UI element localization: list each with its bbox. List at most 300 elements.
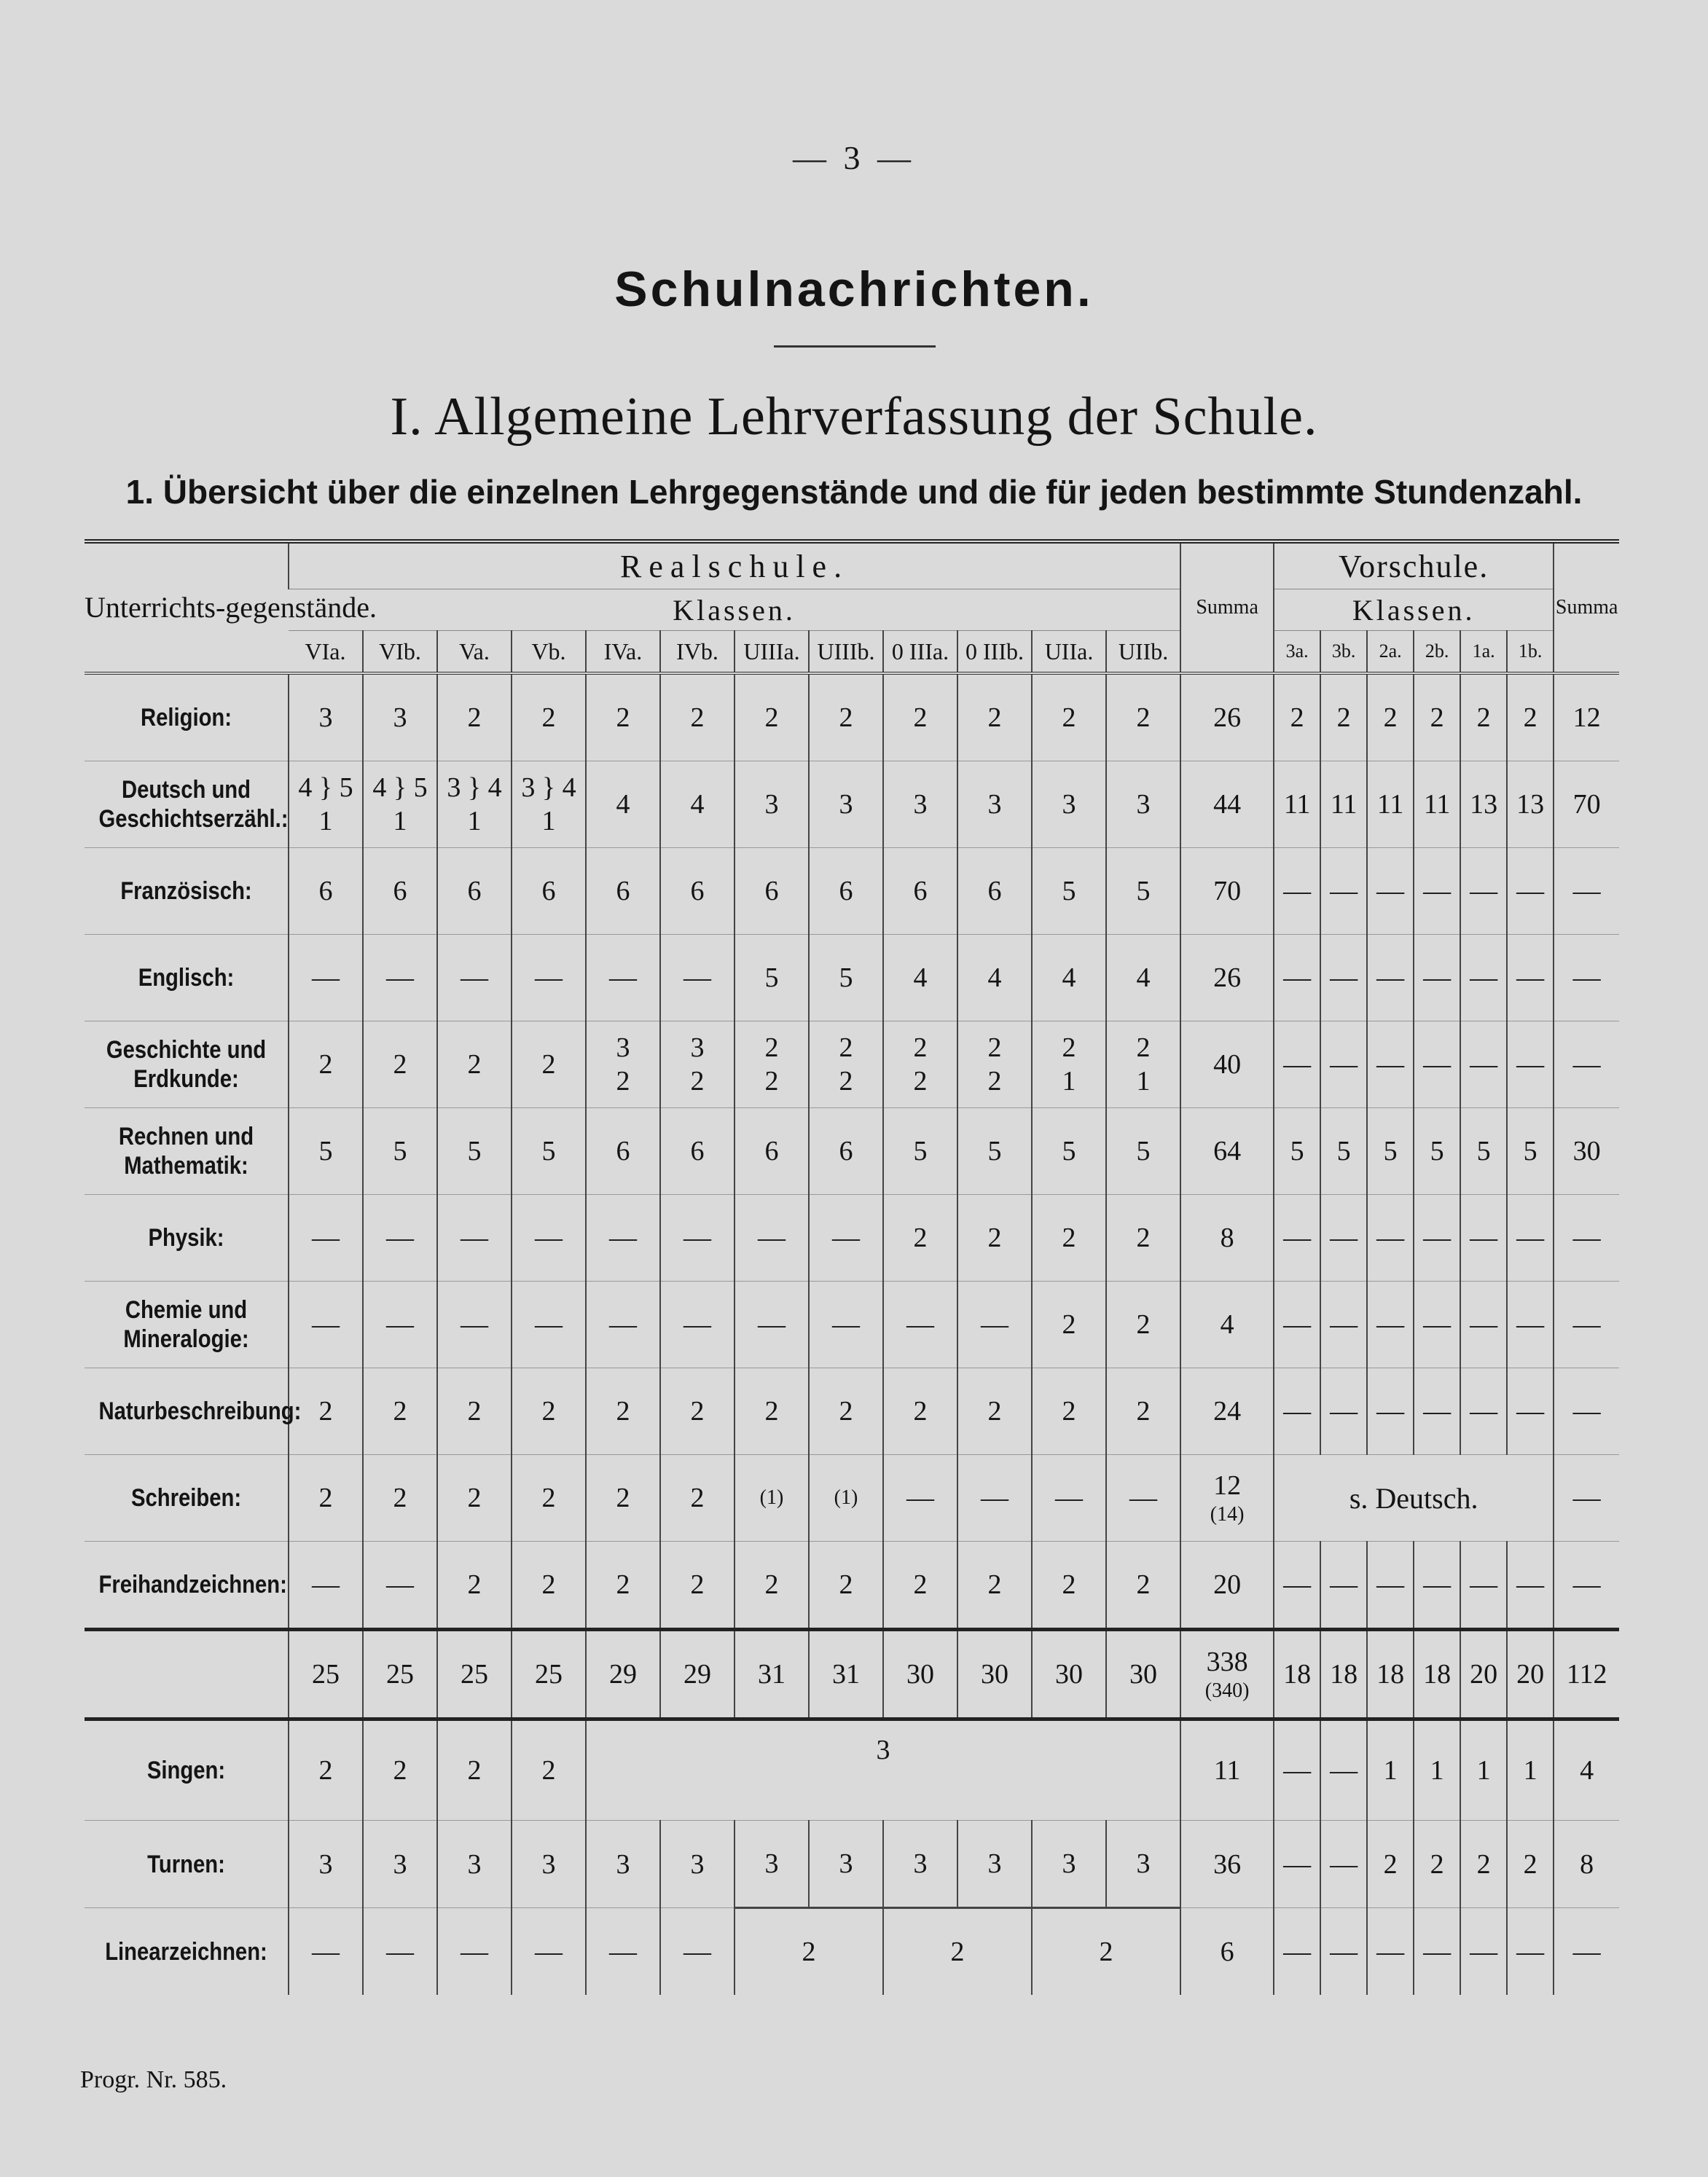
vor-hours-cell: — — [1274, 1368, 1320, 1455]
hours-cell — [512, 673, 586, 761]
hours-value: 5 — [393, 1136, 407, 1166]
hours-value: 2 — [764, 1569, 779, 1600]
hours-cell: — — [586, 1908, 660, 1996]
table-row — [85, 1821, 1619, 1908]
total-cell: 30 — [883, 1630, 957, 1719]
vor-hours-cell: — — [1274, 1542, 1320, 1630]
hours-value: 2 — [839, 1396, 853, 1427]
vor-summa-cell: — — [1554, 1908, 1619, 1996]
subject-label-text: Naturbeschreibung: — [98, 1397, 302, 1425]
vor-hours-cell: — — [1414, 1282, 1460, 1368]
hours-cell — [512, 1108, 586, 1195]
hours-merged-cell: 3 — [586, 1719, 1180, 1821]
hours-cell — [957, 1542, 1032, 1630]
hours-value: 2 — [616, 702, 630, 733]
vor-summa-cell: — — [1554, 1195, 1619, 1282]
hours-cell: 3 — [289, 1821, 363, 1908]
total-summa-subvalue: (340) — [1204, 1679, 1250, 1702]
hours-value: 2 — [393, 1396, 407, 1427]
hours-cell — [1032, 673, 1106, 761]
hours-value: 3 — [987, 789, 1002, 820]
hours-cell — [437, 1021, 512, 1108]
hours-value: 4 — [1136, 962, 1151, 993]
subject-label-text: Schreiben: — [130, 1484, 242, 1512]
title-divider — [774, 345, 936, 348]
subject-label-text: Chemie und Mineralogie: — [123, 1296, 249, 1353]
hours-value: 2 — [764, 702, 779, 733]
hours-value: — — [683, 962, 711, 993]
vor-class-header: 2a. — [1367, 631, 1414, 674]
hours-cell — [957, 1195, 1032, 1282]
vor-hours-cell: — — [1320, 1821, 1367, 1908]
hours-cell: 3 — [883, 1821, 957, 1908]
table-row — [85, 1542, 1619, 1630]
vor-hours-cell: — — [1414, 848, 1460, 935]
hours-cell — [363, 935, 437, 1021]
hours-cell — [289, 1195, 363, 1282]
vor-hours-cell: — — [1460, 1021, 1507, 1108]
hours-cell — [363, 1542, 437, 1630]
vor-hours-cell: — — [1507, 1908, 1554, 1996]
real-class-header: Vb. — [512, 631, 586, 674]
hours-cell — [437, 1195, 512, 1282]
hours-value: 2 — [987, 1396, 1002, 1427]
hours-value: — — [981, 1309, 1008, 1340]
hours-value: 5 — [1062, 876, 1076, 906]
subject-label — [85, 1908, 289, 1996]
hours-cell — [363, 1195, 437, 1282]
hours-cell — [1032, 1021, 1106, 1108]
hours-cell — [586, 761, 660, 848]
hours-cell — [1032, 1455, 1106, 1542]
real-class-header: IVa. — [586, 631, 660, 674]
subject-label — [85, 1368, 302, 1455]
vor-hours-cell: 1 — [1507, 1719, 1554, 1821]
hours-cell: — — [512, 1908, 586, 1996]
subject-label-text: Freihandzeichnen: — [98, 1571, 287, 1599]
total-cell: 31 — [809, 1630, 883, 1719]
vor-hours-cell: — — [1460, 848, 1507, 935]
hours-value: 2 — [1062, 1569, 1076, 1600]
hours-value: 2 — [913, 702, 928, 733]
summa-cell — [1180, 1021, 1274, 1108]
hours-value: 2 — [987, 1223, 1002, 1253]
summa-value: 64 — [1213, 1136, 1242, 1166]
realschule-klassen-label: Klassen. — [289, 589, 1180, 631]
hours-cell — [734, 848, 809, 935]
vor-hours-cell: — — [1320, 1195, 1367, 1282]
hours-cell — [957, 1021, 1032, 1108]
hours-cell — [289, 673, 363, 761]
hours-value: 2 — [616, 1483, 630, 1513]
total-cell: 31 — [734, 1630, 809, 1719]
hours-value: — — [461, 962, 488, 993]
hours-value: 2 — [913, 1223, 928, 1253]
table-row — [85, 1455, 1619, 1542]
hours-value: — — [609, 1309, 637, 1340]
hours-cell — [809, 1368, 883, 1455]
vor-hours-cell: 5 — [1460, 1108, 1507, 1195]
total-cell: 30 — [1032, 1630, 1106, 1719]
hours-subvalue: 1 — [393, 806, 407, 836]
summa-cell — [1180, 848, 1274, 935]
summa-value: 12 — [1213, 1470, 1242, 1501]
vor-class-header: 2b. — [1414, 631, 1460, 674]
hours-cell — [586, 1021, 660, 1108]
hours-cell: 3 — [1106, 1821, 1180, 1908]
hours-cell — [363, 761, 437, 848]
hours-subvalue: 1 — [1136, 1066, 1151, 1097]
hours-value: (1) — [834, 1486, 858, 1509]
hours-value: 2 — [541, 1049, 556, 1080]
summa-value: 26 — [1213, 702, 1242, 733]
hours-value: 2 — [1062, 1396, 1076, 1427]
vor-hours-cell: — — [1274, 1908, 1320, 1996]
total-summa-value: 338 — [1206, 1647, 1248, 1677]
hours-cell — [437, 1455, 512, 1542]
summa-value: 44 — [1213, 789, 1242, 820]
real-class-header: VIa. — [305, 638, 346, 664]
subject-label-text: Linearzeichnen: — [105, 1937, 267, 1966]
hours-value: 2 — [467, 702, 482, 733]
hours-value: 2 — [393, 1049, 407, 1080]
hours-value: 5 — [318, 1136, 333, 1166]
hours-cell — [1032, 935, 1106, 1021]
hours-value: 5 — [764, 962, 779, 993]
total-cell: 30 — [1106, 1630, 1180, 1719]
vor-hours-cell: — — [1460, 1282, 1507, 1368]
hours-cell — [289, 848, 363, 935]
hours-value: 3 — [913, 789, 928, 820]
vor-hours-cell: 2 — [1367, 1821, 1414, 1908]
subject-label-text: Englisch: — [138, 964, 235, 992]
hours-cell — [437, 1368, 512, 1455]
hours-value: — — [312, 1309, 340, 1340]
hours-cell — [363, 1368, 437, 1455]
hours-subvalue: 2 — [616, 1066, 630, 1097]
hours-value: 2 — [987, 702, 1002, 733]
hours-value: 2 — [318, 1396, 333, 1427]
vor-summa-cell: 70 — [1554, 761, 1619, 848]
hours-subvalue: 2 — [913, 1066, 928, 1097]
vor-hours-cell: — — [1460, 1195, 1507, 1282]
vor-hours-cell: 2 — [1320, 673, 1367, 761]
vor-hours-cell: — — [1367, 1282, 1414, 1368]
hours-value: — — [312, 1223, 340, 1253]
hours-value: 2 — [541, 1569, 556, 1600]
hours-value: — — [683, 1223, 711, 1253]
hours-value: 5 — [913, 1136, 928, 1166]
hours-cell — [1106, 1021, 1180, 1108]
hours-cell — [734, 1282, 809, 1368]
vor-summa-cell: 8 — [1554, 1821, 1619, 1908]
total-cell: 25 — [437, 1630, 512, 1719]
vor-hours-cell: 5 — [1367, 1108, 1414, 1195]
table-body — [85, 673, 1619, 1995]
vor-hours-cell: 2 — [1367, 673, 1414, 761]
vor-hours-cell: 5 — [1320, 1108, 1367, 1195]
hours-value: 2 — [467, 1396, 482, 1427]
vorschule-merged-note: s. Deutsch. — [1274, 1455, 1554, 1542]
hours-value: — — [386, 962, 414, 993]
table-row — [85, 1108, 1619, 1195]
hours-value: 2 — [764, 1396, 779, 1427]
hours-cell: 2 — [363, 1719, 437, 1821]
hours-cell: 2 — [512, 1719, 586, 1821]
real-class-header: UIIIa. — [734, 631, 809, 674]
hours-value: 4 } 5 — [372, 772, 428, 803]
subject-label — [85, 1108, 289, 1195]
summa-cell — [1180, 1368, 1274, 1455]
hours-cell — [512, 1021, 586, 1108]
vor-summa-cell: — — [1554, 1282, 1619, 1368]
hours-value: 2 — [1062, 1032, 1076, 1063]
hours-value: 2 — [839, 1569, 853, 1600]
hours-value: 5 — [839, 962, 853, 993]
hours-value: 2 — [913, 1396, 928, 1427]
hours-cell: — — [363, 1908, 437, 1996]
hours-value: 2 — [913, 1032, 928, 1063]
vor-hours-cell: — — [1367, 1368, 1414, 1455]
vor-summa-cell: — — [1554, 1368, 1619, 1455]
hours-cell — [734, 761, 809, 848]
total-summa-cell — [1180, 1630, 1274, 1719]
hours-value: 3 — [616, 1032, 630, 1063]
hours-cell: 3 — [734, 1821, 809, 1908]
summa-cell: 11 — [1180, 1719, 1274, 1821]
hours-subvalue: 2 — [987, 1066, 1002, 1097]
hours-cell — [586, 1108, 660, 1195]
hours-cell — [1106, 761, 1180, 848]
hours-cell — [809, 673, 883, 761]
hours-cell — [1106, 1542, 1180, 1630]
hours-cell — [1032, 1282, 1106, 1368]
hours-cell — [883, 1108, 957, 1195]
vor-hours-cell: — — [1367, 935, 1414, 1021]
hours-value: 6 — [467, 876, 482, 906]
subject-label-text: Religion: — [140, 704, 232, 731]
hours-cell — [660, 1108, 734, 1195]
vor-hours-cell: — — [1507, 1282, 1554, 1368]
hours-cell — [734, 1195, 809, 1282]
vor-hours-cell: — — [1320, 1542, 1367, 1630]
hours-cell — [437, 1542, 512, 1630]
hours-cell — [660, 1368, 734, 1455]
hours-cell — [437, 673, 512, 761]
hours-cell — [363, 1455, 437, 1542]
hours-cell — [289, 935, 363, 1021]
hours-cell — [809, 1108, 883, 1195]
hours-cell — [586, 1368, 660, 1455]
hours-cell — [660, 761, 734, 848]
subject-label-text: Französisch: — [120, 877, 252, 905]
hours-cell — [1106, 1282, 1180, 1368]
hours-cell — [586, 1195, 660, 1282]
hours-subvalue: 1 — [467, 806, 482, 836]
hours-value: — — [981, 1483, 1008, 1513]
hours-cell — [512, 935, 586, 1021]
hours-cell — [734, 1455, 809, 1542]
hours-cell: — — [437, 1908, 512, 1996]
hours-cell: 3 — [809, 1821, 883, 1908]
hours-cell — [363, 848, 437, 935]
vor-total-cell: 18 — [1320, 1630, 1367, 1719]
table-row — [85, 1195, 1619, 1282]
hours-value: 4 — [913, 962, 928, 993]
hours-value: 6 — [690, 1136, 705, 1166]
hours-value: — — [461, 1309, 488, 1340]
hours-value: 2 — [987, 1569, 1002, 1600]
hours-value: 6 — [318, 876, 333, 906]
hours-value: — — [312, 962, 340, 993]
hours-cell — [734, 1021, 809, 1108]
hours-value: 2 — [1136, 702, 1151, 733]
vor-summa-cell: — — [1554, 848, 1619, 935]
real-class-header: UIIa. — [1032, 631, 1106, 674]
hours-pair-cell: 2 — [734, 1908, 883, 1996]
vor-total-cell: 18 — [1367, 1630, 1414, 1719]
lehrplan-table-frame — [85, 539, 1619, 2004]
hours-value: 2 — [690, 1483, 705, 1513]
summa-cell — [1180, 673, 1274, 761]
subject-column-header: Unterrichts-gegenstände. — [85, 541, 289, 673]
section-title: I. Allgemeine Lehrverfassung der Schule. — [390, 387, 1318, 447]
table-row — [85, 848, 1619, 935]
hours-value: — — [609, 962, 637, 993]
vor-total-cell: 18 — [1274, 1630, 1320, 1719]
hours-value: 3 — [839, 789, 853, 820]
vor-hours-cell: 2 — [1414, 673, 1460, 761]
hours-cell — [809, 761, 883, 848]
vor-summa-cell: — — [1554, 1542, 1619, 1630]
vor-hours-cell: — — [1274, 1021, 1320, 1108]
summa-cell — [1180, 1542, 1274, 1630]
hours-cell: 2 — [437, 1719, 512, 1821]
hours-cell — [809, 935, 883, 1021]
hours-cell — [957, 848, 1032, 935]
hours-cell — [289, 761, 363, 848]
vor-summa-cell: — — [1554, 935, 1619, 1021]
hours-cell — [883, 1282, 957, 1368]
subject-label-text: Turnen: — [147, 1850, 225, 1878]
hours-value: — — [1129, 1483, 1158, 1513]
hours-value: 6 — [393, 876, 407, 906]
hours-value: 2 — [1136, 1223, 1151, 1253]
hours-value: 2 — [913, 1569, 928, 1600]
vor-hours-cell: — — [1414, 1368, 1460, 1455]
table-row — [85, 761, 1619, 848]
hours-value: 6 — [987, 876, 1002, 906]
hours-value: 3 } 4 — [447, 772, 502, 803]
vor-hours-cell: — — [1507, 1542, 1554, 1630]
hours-pair-cell: 2 — [1032, 1908, 1180, 1996]
hours-cell — [586, 848, 660, 935]
hours-value: 2 — [839, 702, 853, 733]
hours-value: 3 — [690, 1032, 705, 1063]
hours-cell — [734, 935, 809, 1021]
hours-cell — [660, 673, 734, 761]
hours-cell — [957, 761, 1032, 848]
page-number: — 3 — — [793, 139, 915, 176]
subject-label — [85, 1455, 289, 1542]
footer-note: Progr. Nr. 585. — [80, 2066, 227, 2093]
vor-class-header: 1b. — [1507, 631, 1554, 674]
hours-value: — — [832, 1223, 860, 1253]
hours-cell — [363, 1282, 437, 1368]
vor-hours-cell: — — [1414, 935, 1460, 1021]
hours-cell — [1032, 1195, 1106, 1282]
vor-summa-cell: 4 — [1554, 1719, 1619, 1821]
vor-hours-cell: — — [1507, 1195, 1554, 1282]
hours-cell — [660, 1282, 734, 1368]
vor-hours-cell: 11 — [1274, 761, 1320, 848]
subject-label-text: Rechnen und Mathematik: — [118, 1123, 254, 1180]
hours-value: — — [312, 1569, 340, 1600]
subject-label — [85, 673, 289, 761]
hours-value: 2 — [690, 1569, 705, 1600]
vor-class-header: 3a. — [1274, 631, 1320, 674]
main-title: Schulnachrichten. — [614, 262, 1094, 317]
summa-value: 20 — [1213, 1569, 1242, 1600]
hours-cell — [586, 1542, 660, 1630]
vor-class-header: 3b. — [1320, 631, 1367, 674]
subject-label — [85, 1542, 289, 1630]
hours-cell — [1032, 761, 1106, 848]
hours-cell — [437, 1108, 512, 1195]
hours-value: 5 — [1136, 1136, 1151, 1166]
hours-pair-cell: 2 — [883, 1908, 1032, 1996]
hours-cell — [957, 1108, 1032, 1195]
hours-value: 3 } 4 — [521, 772, 576, 803]
hours-subvalue: 2 — [839, 1066, 853, 1097]
hours-cell: 3 — [660, 1821, 734, 1908]
hours-value: 2 — [1062, 702, 1076, 733]
hours-value: — — [461, 1223, 488, 1253]
hours-cell — [734, 673, 809, 761]
hours-cell — [883, 673, 957, 761]
hours-cell — [363, 673, 437, 761]
vor-hours-cell: — — [1320, 1719, 1367, 1821]
hours-value: 3 — [393, 702, 407, 733]
vor-hours-cell: — — [1320, 1908, 1367, 1996]
vor-hours-cell: — — [1274, 848, 1320, 935]
vor-hours-cell: — — [1274, 1282, 1320, 1368]
hours-value: — — [609, 1223, 637, 1253]
hours-value: 2 — [318, 1049, 333, 1080]
hours-value: — — [758, 1223, 786, 1253]
hours-cell — [883, 1368, 957, 1455]
hours-value: 2 — [541, 1483, 556, 1513]
summa-cell — [1180, 761, 1274, 848]
subject-label — [85, 1719, 289, 1821]
hours-cell: 3 — [512, 1821, 586, 1908]
hours-cell — [1032, 848, 1106, 935]
hours-value: 2 — [1136, 1309, 1151, 1340]
hours-value: 2 — [1136, 1569, 1151, 1600]
vor-hours-cell: — — [1507, 848, 1554, 935]
vor-hours-cell: — — [1367, 1908, 1414, 1996]
vor-hours-cell: 2 — [1507, 673, 1554, 761]
vor-hours-cell: 2 — [1460, 673, 1507, 761]
hours-cell — [809, 1542, 883, 1630]
hours-value: — — [906, 1309, 934, 1340]
subject-label — [85, 1282, 289, 1368]
vor-hours-cell: — — [1507, 935, 1554, 1021]
hours-cell — [512, 1542, 586, 1630]
total-cell: 29 — [586, 1630, 660, 1719]
hours-value: 6 — [839, 1136, 853, 1166]
hours-cell — [809, 848, 883, 935]
